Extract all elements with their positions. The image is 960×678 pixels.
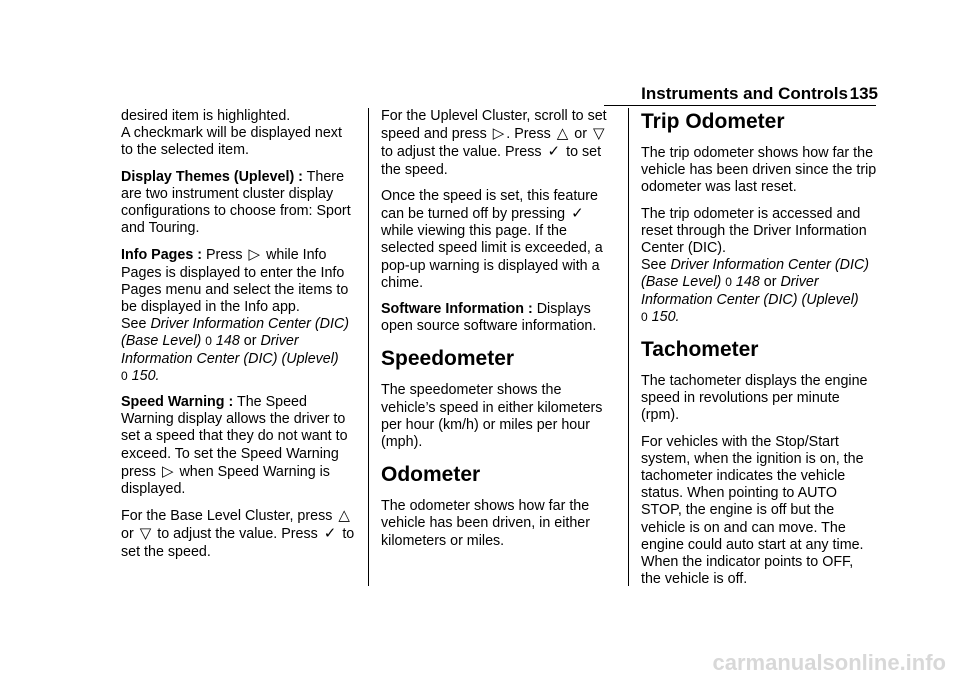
text: or	[121, 526, 134, 543]
column-divider	[368, 108, 369, 586]
select-arrow-icon: ▷	[161, 462, 174, 480]
text: or	[763, 274, 777, 291]
text: The Speed Warning display allows the driver to set a speed that they do not want to exceed. To set the Speed Warning press	[121, 394, 348, 480]
page-ref-icon: 0	[641, 309, 648, 324]
text: A checkmark will be displayed next to the selected item.	[121, 125, 342, 159]
paragraph: The trip odometer shows how far the vehicle has been driven since the trip odometer was last reset.	[641, 145, 877, 196]
term-label: Speed Warning :	[121, 394, 234, 411]
column-2	[381, 108, 617, 559]
header-rule	[604, 105, 876, 106]
down-arrow-icon: ▽	[139, 525, 152, 543]
up-arrow-icon: △	[556, 125, 569, 143]
text: to set the speed.	[121, 526, 355, 560]
text: when Speed Warning is displayed.	[121, 463, 330, 498]
page-ref-icon: 0	[205, 334, 212, 349]
text: For the Uplevel Cluster, scroll to set speed and press	[381, 108, 607, 143]
page-ref[interactable]: 148	[735, 274, 760, 291]
paragraph	[381, 301, 617, 335]
term-label: Display Themes (Uplevel) :	[121, 168, 303, 185]
text: while viewing this page. If the selected speed limit is exceeded, a pop-up warning is displayed with a chime.	[381, 223, 603, 291]
text: See	[641, 257, 667, 274]
term-label: Software Information :	[381, 301, 533, 318]
paragraph: For vehicles with the Stop/Start system, when the ignition is on, the tachometer indicates the vehicle status. When pointing to AUTO STOP, the engine is off but the vehicle is on and can move. The engine could auto start at any time. When the indicator points to OFF, the vehicle is off.	[641, 433, 864, 588]
page-ref-icon: 0	[121, 368, 128, 383]
paragraph: The odometer shows how far the vehicle has been driven, in either kilometers or miles.	[381, 498, 591, 549]
text: Once the speed is set, this feature can be turned off by pressing	[381, 187, 598, 223]
text: desired item is highlighted.	[121, 108, 291, 124]
page-ref-icon: 0	[725, 275, 732, 290]
text: to adjust the value. Press	[381, 144, 542, 161]
cross-reference-link[interactable]: Driver Information Center (DIC) (Uplevel)	[641, 274, 859, 308]
page-number: 135	[849, 84, 878, 103]
checkmark-icon: ✓	[571, 205, 584, 223]
paragraph	[121, 394, 357, 498]
section-title: Instruments and Controls	[641, 84, 848, 103]
paragraph	[121, 108, 357, 160]
paragraph	[641, 206, 877, 326]
odometer-heading: Odometer	[381, 463, 481, 487]
text: Displays open source software information.	[381, 301, 597, 335]
text: or	[243, 333, 257, 350]
paragraph: The speedometer shows the vehicle’s speed in either kilometers per hour (km/h) or miles per hour (mph).	[381, 382, 603, 451]
text: to adjust the value. Press	[157, 526, 318, 543]
text: to set the speed.	[381, 144, 602, 178]
paragraph	[381, 188, 617, 292]
watermark: carmanualsonline.info	[712, 650, 946, 675]
up-arrow-icon: △	[338, 507, 350, 525]
column-3	[641, 108, 877, 597]
text: The trip odometer is accessed and reset through the Driver Information Center (DIC).	[641, 205, 867, 257]
speedometer-heading: Speedometer	[381, 347, 515, 371]
text: There are two instrument cluster display configurations to choose from: Sport and Touring.	[121, 168, 351, 237]
cross-reference-link[interactable]: Driver Information Center (DIC) (Base Level)	[121, 316, 350, 350]
text: while Info Pages is displayed to enter the Info Pages menu and select the items to be displayed in the Info app.	[121, 247, 349, 316]
column-1	[121, 108, 357, 570]
text: or	[574, 126, 587, 143]
checkmark-icon: ✓	[547, 143, 561, 161]
select-arrow-icon: ▷	[492, 125, 505, 143]
page-ref[interactable]: 148	[215, 333, 240, 350]
cross-reference-link[interactable]: Driver Information Center (DIC) (Base Level)	[641, 257, 870, 291]
page-ref[interactable]: 150.	[131, 367, 160, 384]
paragraph	[381, 108, 617, 179]
term-label: Info Pages :	[121, 247, 203, 264]
text: See	[121, 316, 147, 333]
tachometer-heading: Tachometer	[641, 338, 759, 362]
select-arrow-icon: ▷	[248, 246, 261, 264]
text: . Press	[506, 126, 551, 143]
page-header	[0, 0, 960, 120]
cross-reference-link[interactable]: Driver Information Center (DIC) (Uplevel)	[121, 333, 339, 367]
down-arrow-icon: ▽	[592, 125, 605, 143]
trip-odometer-heading: Trip Odometer	[641, 110, 785, 133]
paragraph	[121, 507, 357, 561]
paragraph: The tachometer displays the engine speed in revolutions per minute (rpm).	[641, 373, 868, 424]
column-divider	[628, 108, 629, 586]
paragraph	[121, 246, 357, 385]
checkmark-icon: ✓	[323, 525, 337, 543]
page-ref[interactable]: 150.	[651, 308, 680, 325]
text: Press	[206, 247, 243, 264]
paragraph	[121, 169, 357, 238]
text: For the Base Level Cluster, press	[121, 508, 333, 525]
